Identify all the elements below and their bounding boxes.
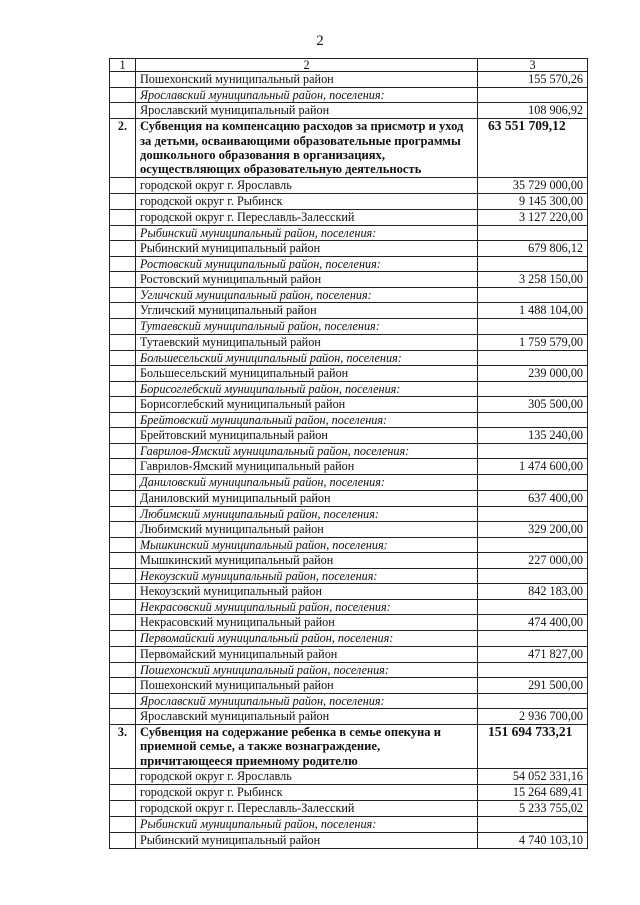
subheading-row	[110, 537, 588, 552]
row-number	[110, 428, 136, 444]
section-row	[110, 119, 588, 178]
table-row	[110, 584, 588, 600]
row-number	[110, 631, 136, 646]
budget-table	[109, 58, 588, 849]
row-name: Первомайский муниципальный район	[136, 646, 478, 662]
row-amount	[478, 350, 588, 365]
row-name: городской округ г. Переславль-Залесский	[136, 209, 478, 225]
row-amount	[478, 662, 588, 677]
row-amount: 239 000,00	[478, 365, 588, 381]
table-row	[110, 785, 588, 801]
row-name: Некрасовский муниципальный район	[136, 615, 478, 631]
row-name: Большесельский муниципальный район	[136, 365, 478, 381]
table-row	[110, 428, 588, 444]
header-col-1: 1	[110, 59, 136, 72]
row-amount: 63 551 709,12	[478, 119, 588, 178]
row-number	[110, 413, 136, 428]
table-row	[110, 72, 588, 88]
row-number	[110, 272, 136, 288]
row-amount	[478, 257, 588, 272]
row-name: Брейтовский муниципальный район, поселения:	[136, 413, 478, 428]
row-number	[110, 288, 136, 303]
row-amount	[478, 693, 588, 708]
row-number	[110, 334, 136, 350]
row-number	[110, 693, 136, 708]
row-name: городской округ г. Ярославль	[136, 177, 478, 193]
subheading-row	[110, 413, 588, 428]
row-number	[110, 209, 136, 225]
row-number	[110, 193, 136, 209]
row-name: Тутаевский муниципальный район	[136, 334, 478, 350]
row-amount: 155 570,26	[478, 72, 588, 88]
row-name: Брейтовский муниципальный район	[136, 428, 478, 444]
subheading-row	[110, 350, 588, 365]
row-number	[110, 72, 136, 88]
row-amount	[478, 225, 588, 240]
row-name: Первомайский муниципальный район, поселения:	[136, 631, 478, 646]
table-row	[110, 365, 588, 381]
subheading-row	[110, 600, 588, 615]
row-number	[110, 537, 136, 552]
table-row	[110, 272, 588, 288]
subheading-row	[110, 444, 588, 459]
row-name: городской округ г. Ярославль	[136, 769, 478, 785]
row-amount	[478, 444, 588, 459]
row-name: Гаврилов-Ямский муниципальный район	[136, 459, 478, 475]
table-row	[110, 177, 588, 193]
table-header-row	[110, 59, 588, 72]
row-number	[110, 444, 136, 459]
row-number	[110, 769, 136, 785]
row-amount: 4 740 103,10	[478, 832, 588, 848]
row-amount	[478, 381, 588, 396]
row-amount: 1 474 600,00	[478, 459, 588, 475]
table-row	[110, 459, 588, 475]
row-number	[110, 832, 136, 848]
table-row	[110, 521, 588, 537]
row-amount: 2 936 700,00	[478, 709, 588, 725]
row-name: Мышкинский муниципальный район	[136, 553, 478, 569]
row-name: Даниловский муниципальный район	[136, 490, 478, 506]
row-name: Ярославский муниципальный район	[136, 709, 478, 725]
row-name: Ярославский муниципальный район, поселения:	[136, 88, 478, 103]
row-name: Мышкинский муниципальный район, поселения:	[136, 537, 478, 552]
row-name: Угличский муниципальный район, поселения:	[136, 288, 478, 303]
row-number	[110, 319, 136, 334]
row-name: Угличский муниципальный район	[136, 303, 478, 319]
row-amount	[478, 319, 588, 334]
row-name: Даниловский муниципальный район, поселения:	[136, 475, 478, 490]
row-name: Ярославский муниципальный район	[136, 103, 478, 119]
row-name: Пошехонский муниципальный район	[136, 677, 478, 693]
table-row	[110, 769, 588, 785]
header-col-2: 2	[136, 59, 478, 72]
table-row	[110, 709, 588, 725]
table-body	[110, 59, 588, 849]
row-name: Некоузский муниципальный район, поселения:	[136, 569, 478, 584]
row-name: Ярославский муниципальный район, поселения:	[136, 693, 478, 708]
row-amount	[478, 631, 588, 646]
row-name: Рыбинский муниципальный район	[136, 832, 478, 848]
row-number	[110, 569, 136, 584]
row-name: Пошехонский муниципальный район	[136, 72, 478, 88]
row-amount: 1 488 104,00	[478, 303, 588, 319]
row-name: Рыбинский муниципальный район, поселения:	[136, 225, 478, 240]
table-row	[110, 553, 588, 569]
subheading-row	[110, 381, 588, 396]
subheading-row	[110, 288, 588, 303]
row-amount: 291 500,00	[478, 677, 588, 693]
row-number	[110, 225, 136, 240]
row-number	[110, 662, 136, 677]
subheading-row	[110, 631, 588, 646]
row-amount	[478, 88, 588, 103]
page-number: 2	[316, 33, 324, 49]
subheading-row	[110, 475, 588, 490]
row-amount: 305 500,00	[478, 397, 588, 413]
row-number	[110, 177, 136, 193]
row-name: Тутаевский муниципальный район, поселения:	[136, 319, 478, 334]
row-name: Субвенция на содержание ребенка в семье опекуна и приемной семье, а также вознаграждение, причитающееся приемному родителю	[136, 725, 478, 769]
row-number	[110, 241, 136, 257]
row-number	[110, 365, 136, 381]
row-number: 3.	[110, 725, 136, 769]
row-amount: 679 806,12	[478, 241, 588, 257]
row-name: Субвенция на компенсацию расходов за присмотр и уход за детьми, осваивающими образовательные программы дошкольного образования в организациях, осуществляющих образовательную деятельность	[136, 119, 478, 178]
row-name: Большесельский муниципальный район, поселения:	[136, 350, 478, 365]
row-amount: 637 400,00	[478, 490, 588, 506]
row-name: Рыбинский муниципальный район	[136, 241, 478, 257]
table-row	[110, 801, 588, 817]
subheading-row	[110, 662, 588, 677]
row-amount	[478, 817, 588, 832]
row-number	[110, 397, 136, 413]
row-name: Ростовский муниципальный район, поселения:	[136, 257, 478, 272]
row-number	[110, 677, 136, 693]
row-number	[110, 817, 136, 832]
subheading-row	[110, 693, 588, 708]
row-name: Любимский муниципальный район, поселения:	[136, 506, 478, 521]
row-name: Любимский муниципальный район	[136, 521, 478, 537]
table-row	[110, 677, 588, 693]
row-name: Борисоглебский муниципальный район	[136, 397, 478, 413]
row-name: городской округ г. Рыбинск	[136, 785, 478, 801]
table-row	[110, 209, 588, 225]
row-amount: 842 183,00	[478, 584, 588, 600]
row-amount: 3 127 220,00	[478, 209, 588, 225]
row-amount: 474 400,00	[478, 615, 588, 631]
row-number	[110, 615, 136, 631]
row-amount	[478, 288, 588, 303]
subheading-row	[110, 225, 588, 240]
row-number	[110, 600, 136, 615]
table-row	[110, 832, 588, 848]
row-number	[110, 103, 136, 119]
table-row	[110, 103, 588, 119]
row-name: Некрасовский муниципальный район, поселения:	[136, 600, 478, 615]
row-name: Пошехонский муниципальный район, поселения:	[136, 662, 478, 677]
row-amount	[478, 569, 588, 584]
subheading-row	[110, 569, 588, 584]
table-row	[110, 490, 588, 506]
row-number	[110, 475, 136, 490]
subheading-row	[110, 257, 588, 272]
row-amount: 151 694 733,21	[478, 725, 588, 769]
subheading-row	[110, 506, 588, 521]
row-amount	[478, 537, 588, 552]
row-number	[110, 709, 136, 725]
subheading-row	[110, 817, 588, 832]
table-row	[110, 334, 588, 350]
row-number	[110, 490, 136, 506]
section-row	[110, 725, 588, 769]
header-col-3: 3	[478, 59, 588, 72]
row-amount: 329 200,00	[478, 521, 588, 537]
table-row	[110, 241, 588, 257]
row-name: Ростовский муниципальный район	[136, 272, 478, 288]
row-name: городской округ г. Рыбинск	[136, 193, 478, 209]
row-amount: 3 258 150,00	[478, 272, 588, 288]
row-amount: 15 264 689,41	[478, 785, 588, 801]
row-name: Рыбинский муниципальный район, поселения:	[136, 817, 478, 832]
row-amount: 1 759 579,00	[478, 334, 588, 350]
row-number	[110, 521, 136, 537]
row-number: 2.	[110, 119, 136, 178]
row-amount: 227 000,00	[478, 553, 588, 569]
row-number	[110, 350, 136, 365]
row-name: Борисоглебский муниципальный район, поселения:	[136, 381, 478, 396]
row-amount: 9 145 300,00	[478, 193, 588, 209]
row-number	[110, 303, 136, 319]
row-name: Некоузский муниципальный район	[136, 584, 478, 600]
row-amount: 108 906,92	[478, 103, 588, 119]
row-name: Гаврилов-Ямский муниципальный район, поселения:	[136, 444, 478, 459]
row-amount: 35 729 000,00	[478, 177, 588, 193]
row-number	[110, 584, 136, 600]
row-amount	[478, 413, 588, 428]
row-number	[110, 801, 136, 817]
row-number	[110, 646, 136, 662]
row-number	[110, 459, 136, 475]
table-row	[110, 615, 588, 631]
subheading-row	[110, 319, 588, 334]
row-number	[110, 88, 136, 103]
row-number	[110, 785, 136, 801]
row-amount: 5 233 755,02	[478, 801, 588, 817]
row-number	[110, 257, 136, 272]
row-amount: 471 827,00	[478, 646, 588, 662]
table-row	[110, 193, 588, 209]
row-amount	[478, 475, 588, 490]
subheading-row	[110, 88, 588, 103]
row-amount: 54 052 331,16	[478, 769, 588, 785]
row-amount	[478, 600, 588, 615]
row-name: городской округ г. Переславль-Залесский	[136, 801, 478, 817]
row-number	[110, 381, 136, 396]
table-row	[110, 303, 588, 319]
row-amount	[478, 506, 588, 521]
table-row	[110, 646, 588, 662]
table-row	[110, 397, 588, 413]
row-number	[110, 553, 136, 569]
row-number	[110, 506, 136, 521]
row-amount: 135 240,00	[478, 428, 588, 444]
